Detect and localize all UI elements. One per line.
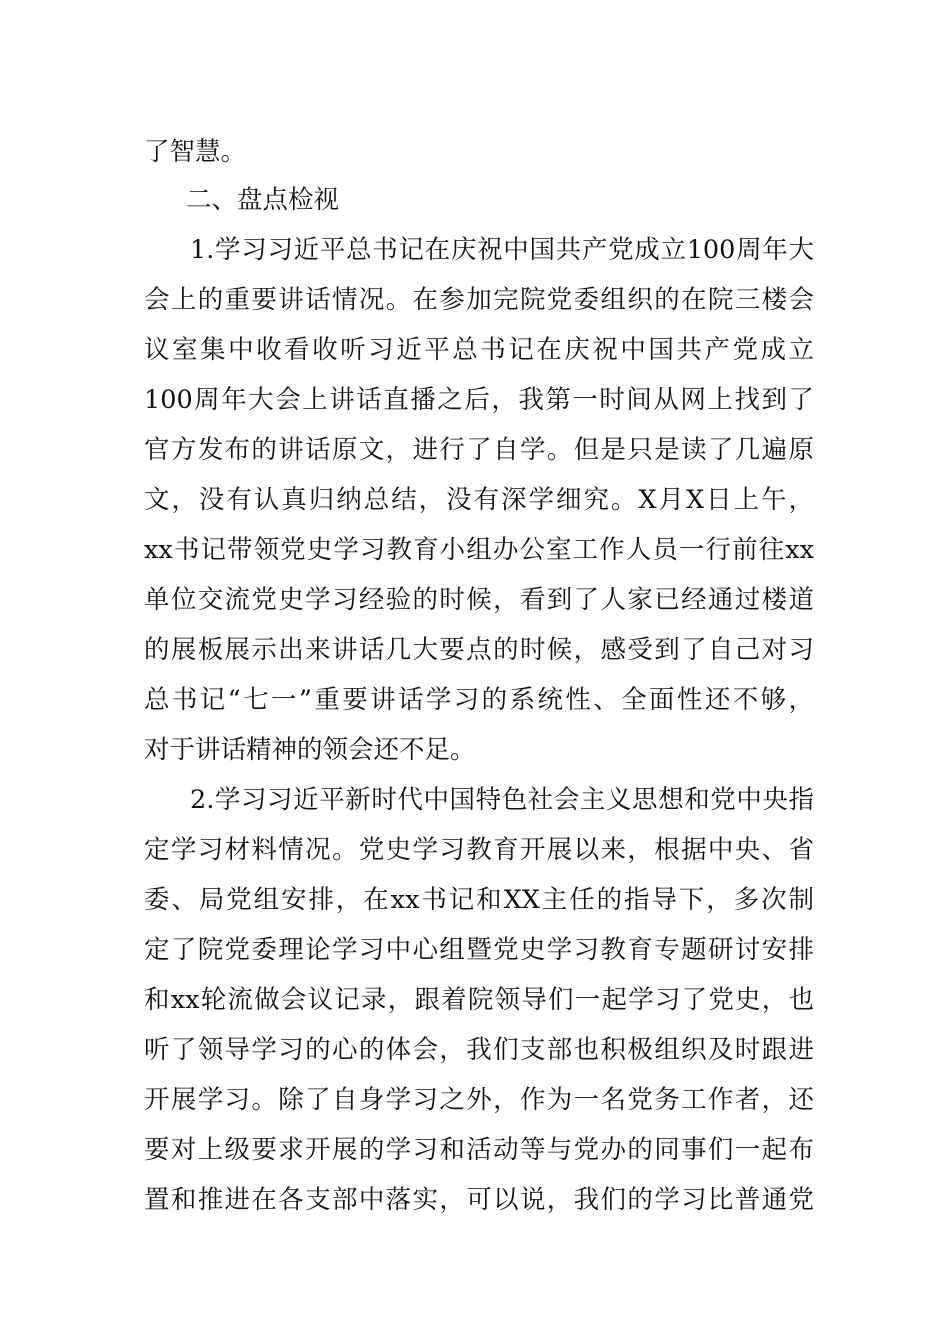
- paragraph-2-line-6: 听了领导学习的心的体会，我们支部也积极组织及时跟进: [144, 1035, 814, 1065]
- paragraph-1-line-6: 文，没有认真归纳总结，没有深学细究。X月X日上午，: [144, 485, 814, 515]
- paragraph-1-line-9: 的展板展示出来讲话几大要点的时候，感受到了自己对习: [144, 635, 814, 665]
- text-line-continuation: 了智慧。: [144, 137, 247, 167]
- paragraph-2-line-2: 定学习材料情况。党史学习教育开展以来，根据中央、省: [144, 835, 814, 865]
- paragraph-2-line-5: 和xx轮流做会议记录，跟着院领导们一起学习了党史，也: [144, 985, 814, 1015]
- paragraph-1-line-7: xx书记带领党史学习教育小组办公室工作人员一行前往xx: [144, 535, 814, 565]
- paragraph-2-line-1: 2.学习习近平新时代中国特色社会主义思想和党中央指: [190, 785, 814, 815]
- paragraph-1-line-10: 总书记“七一”重要讲话学习的系统性、全面性还不够，: [144, 685, 814, 715]
- paragraph-2-line-8: 要对上级要求开展的学习和活动等与党办的同事们一起布: [144, 1135, 814, 1165]
- paragraph-1-line-5: 官方发布的讲话原文，进行了自学。但是只是读了几遍原: [144, 435, 814, 465]
- paragraph-2-line-7: 开展学习。除了自身学习之外，作为一名党务工作者，还: [144, 1085, 814, 1115]
- paragraph-2-line-9: 置和推进在各支部中落实，可以说，我们的学习比普通党: [144, 1185, 814, 1215]
- paragraph-1-line-1: 1.学习习近平总书记在庆祝中国共产党成立100周年大: [190, 235, 814, 265]
- paragraph-1-line-3: 议室集中收看收听习近平总书记在庆祝中国共产党成立: [144, 335, 814, 365]
- section-heading: 二、盘点检视: [186, 185, 340, 215]
- paragraph-2-line-3: 委、局党组安排，在xx书记和XX主任的指导下，多次制: [144, 885, 814, 915]
- paragraph-1-line-2: 会上的重要讲话情况。在参加完院党委组织的在院三楼会: [144, 285, 814, 315]
- paragraph-1-line-8: 单位交流党史学习经验的时候，看到了人家已经通过楼道: [144, 585, 814, 615]
- paragraph-1-line-11: 对于讲话精神的领会还不足。: [144, 735, 476, 765]
- paragraph-2-line-4: 定了院党委理论学习中心组暨党史学习教育专题研讨安排: [144, 935, 814, 965]
- paragraph-1-line-4: 100周年大会上讲话直播之后，我第一时间从网上找到了: [144, 385, 814, 415]
